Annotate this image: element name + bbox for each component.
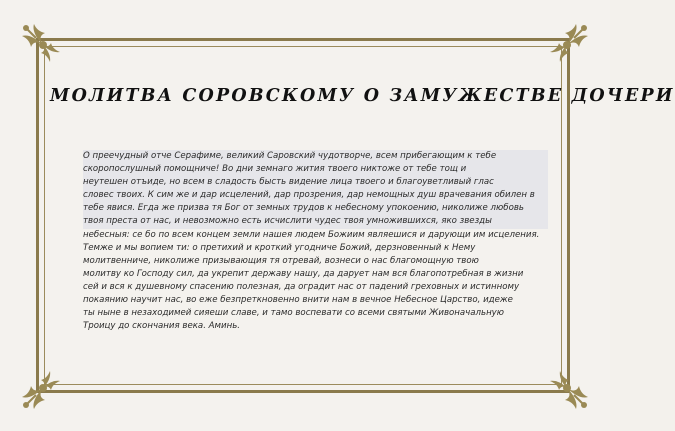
text-line: сей и вся к душевному спасению полезная, да оградит нас от падений греховных и истинному <box>83 281 520 292</box>
text-line: ты ныне в незаходимей сияеши славе, и тамо воспевати со всеми святыми Живоначальную <box>83 308 505 319</box>
text-line: покаянию научит нас, во еже безпреткновенно внити нам в вечное Небесное Царство, идеже <box>83 295 513 306</box>
corner-ornament-icon <box>18 20 68 70</box>
text-line: молитву ко Господу сил, да укрепит державу нашу, да дарует нам вся благопотребная в жизни <box>83 268 524 279</box>
page-title: МОЛИТВА СОРОВСКОМУ О ЗАМУЖЕСТВЕ ДОЧЕРИ <box>50 86 675 106</box>
corner-ornament-icon <box>542 20 592 70</box>
corner-ornament-icon <box>542 363 592 413</box>
text-line: Темже и мы вопием ти: о претихий и кроткий угодниче Божий, дерзновенный к Нему <box>83 242 476 253</box>
corner-ornament-icon <box>18 363 68 413</box>
text-line: молитвенниче, николиже призывающия тя отревай, вознеси о нас благомощную твою <box>83 255 479 266</box>
text-line: небесныя: се бо по всем концем земли нашея людем Божиим являешися и дарующи им исцеления. <box>83 229 540 240</box>
text-line: Троицу до скончания века. Аминь. <box>83 321 241 332</box>
text-line: О преечудный отче Серафиме, великий Саровский чудотворче, всем прибегающим к тебе <box>83 150 548 163</box>
text-line: неутешен отъиде, но всем в сладость бысть видение лица твоего и благоуветливый глас <box>83 176 548 189</box>
text-line: словес твоих. К сим же и дар исцелений, дар прозрения, дар немощных душ врачевания обилен в <box>83 189 548 202</box>
text-line: твоя преста от нас, и невозможно есть исчислити чудес твоя умножившихся, яко звезды <box>83 215 548 228</box>
text-line: скоропослушный помощниче! Во дни земнаго жития твоего никтоже от тебе тощ и <box>83 163 548 176</box>
text-line: тебе явися. Егда же призва тя Бог от земных трудов к небесному упокоению, николиже любовь <box>83 202 548 215</box>
prayer-text <box>83 150 548 333</box>
